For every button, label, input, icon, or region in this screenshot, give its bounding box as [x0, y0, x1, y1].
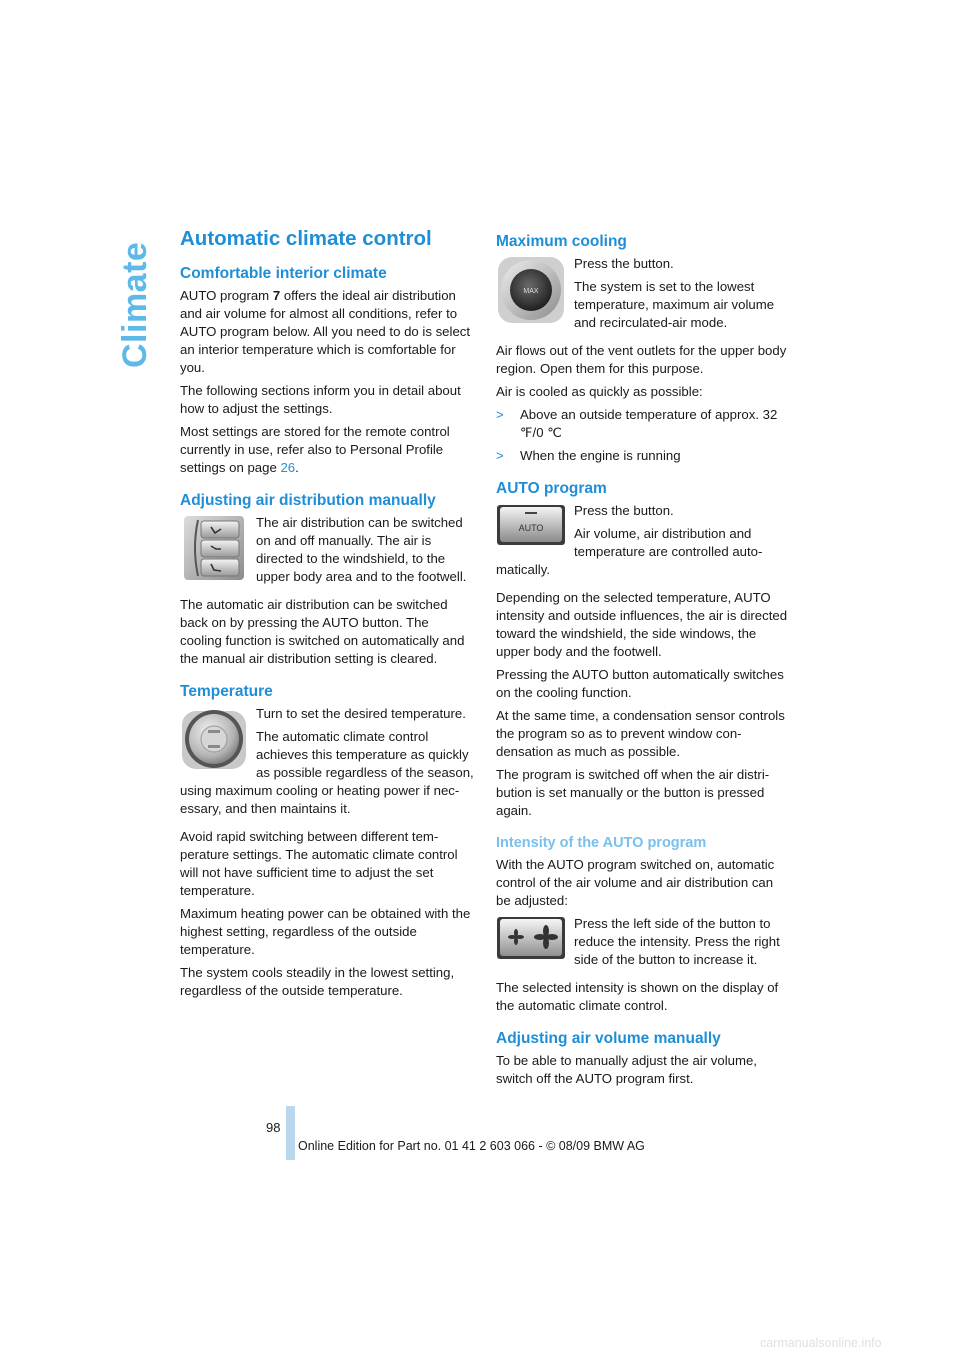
figure-block: [180, 705, 474, 823]
paragraph: Maximum heating power can be obtained with the highest setting, regardless of the outside temperature.: [180, 906, 471, 957]
auto-label: AUTO: [518, 523, 544, 533]
footer-bar: [286, 1106, 295, 1160]
paragraph: The system is set to the lowest temperature, maximum air volume and recirculated-air mode.: [574, 279, 775, 330]
left-column: [180, 226, 474, 1005]
paragraph: Press the left side of the button to reduce the intensity. Press the right side of the button to increase it.: [574, 916, 780, 967]
paragraph: The system cools steadily in the lowest setting, regardless of the outside temperature.: [180, 965, 455, 998]
air-distribution-buttons-image: [180, 514, 248, 582]
right-column: [496, 226, 790, 1093]
paragraph: Press the button.: [574, 503, 674, 518]
max-label: MAX: [523, 288, 539, 295]
text: offers the ideal air distribution and air volume for almost all conditions, refer to AUTO program below. All you need to do is select an interior temperature which is comfortable for you.: [180, 288, 471, 375]
heading-air-distribution: Adjusting air distribution manually: [180, 492, 436, 509]
paragraph: The selected intensity is shown on the display of the automatic climate control.: [496, 980, 779, 1013]
text: Most settings are stored for the remote control currently in use, refer also to Personal Profile settings on page: [180, 424, 450, 475]
bullet-marker: >: [496, 407, 504, 422]
figure-block: [496, 502, 790, 584]
heading-intensity: Intensity of the AUTO program: [496, 835, 707, 851]
list-item: [496, 406, 790, 442]
edition-footer: Online Edition for Part no. 01 41 2 603 066 - © 08/09 BMW AG: [298, 1139, 645, 1153]
heading-air-volume: Adjusting air volume manually: [496, 1030, 721, 1047]
heading-comfortable-interior-climate: Comfortable interior climate: [180, 265, 387, 282]
figure-block: [496, 915, 790, 974]
paragraph: [180, 423, 474, 477]
auto-button-image: [496, 502, 566, 546]
paragraph: Air volume, air distribution and temperature are controlled automatically.: [496, 526, 763, 577]
paragraph: To be able to manually adjust the air volume, switch off the AUTO program first.: [496, 1053, 757, 1086]
paragraph: Pressing the AUTO button automatically switches on the cooling function.: [496, 667, 784, 700]
max-button-image: [496, 255, 566, 325]
intensity-button-image: [496, 915, 566, 961]
paragraph: [180, 287, 474, 377]
page-title: Automatic climate control: [180, 227, 432, 250]
chapter-title: Climate: [116, 241, 154, 368]
paragraph: With the AUTO program switched on, automatic control of the air volume and air distribution can be adjusted:: [496, 857, 775, 908]
temperature-knob-image: [180, 705, 248, 773]
figure-block: [180, 514, 474, 591]
paragraph: At the same time, a condensation sensor controls the program so as to prevent window condensation as much as possible.: [496, 708, 785, 759]
paragraph: Avoid rapid switching between different temperature settings. The automatic climate control will not have sufficient time to adjust the set temperature.: [180, 829, 458, 898]
heading-auto-program: AUTO program: [496, 480, 607, 497]
paragraph: Press the button.: [574, 256, 674, 271]
paragraph: Air flows out of the vent outlets for the upper body region. Open them for this purpose.: [496, 343, 787, 376]
page-number: 98: [266, 1120, 281, 1135]
paragraph: The program is switched off when the air distribution is set manually or the button is pressed again.: [496, 767, 770, 818]
figure-block: [496, 255, 790, 337]
paragraph: Depending on the selected temperature, AUTO intensity and outside influences, the air is directed toward the windshield, the side windows, the upper body and the footwell.: [496, 590, 788, 659]
page-reference-link[interactable]: 26: [280, 460, 296, 475]
paragraph: The automatic air distribution can be switched back on by pressing the AUTO button. The cooling function is switched on automatically and the manual air distribution setting is cleared.: [180, 597, 465, 666]
paragraph: Air is cooled as quickly as possible:: [496, 384, 703, 399]
heading-temperature: Temperature: [180, 683, 273, 700]
watermark: carmanualsonline.info: [760, 1336, 882, 1350]
list-item: [496, 447, 790, 465]
text: AUTO program: [180, 288, 273, 303]
paragraph: The following sections inform you in detail about how to adjust the settings.: [180, 383, 461, 416]
paragraph: The air distribution can be switched on and off manually. The air is directed to the windshield, to the upper body area and to the footwell.: [256, 515, 467, 584]
text: .: [295, 460, 299, 475]
heading-maximum-cooling: Maximum cooling: [496, 233, 627, 250]
bullet-marker: >: [496, 448, 504, 463]
list-item-text: Above an outside temperature of approx. 32 ℉/0 ℃: [520, 407, 778, 440]
chapter-side-tab: [112, 228, 156, 368]
program-number: 7: [272, 288, 281, 303]
paragraph: The automatic climate control achieves this temperature as quickly as possible regardless of the season, using maximum cooling or heating power if necessary, and then maintains it.: [180, 729, 474, 816]
list-item-text: When the engine is running: [520, 448, 681, 463]
paragraph: Turn to set the desired temperature.: [256, 706, 466, 721]
